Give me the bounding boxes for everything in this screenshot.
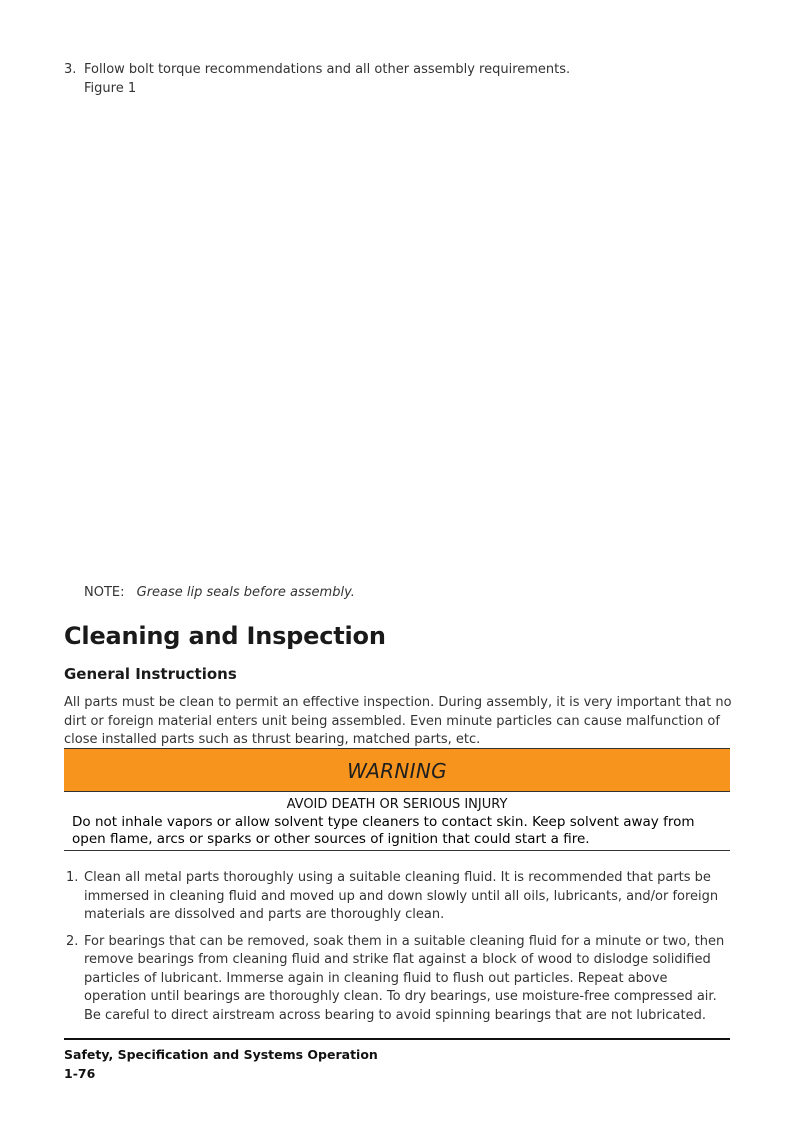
step-3-number: 3.: [64, 62, 77, 77]
subsection-title: General Instructions: [64, 665, 237, 683]
warning-title: WARNING: [347, 759, 447, 783]
intro-paragraph: All parts must be clean to permit an effective inspection. During assembly, it is very important that no dirt or foreign material enters unit being assembled. Even minute particles can cause malfunction of close installed parts such as thrust bearing, matched parts, etc.: [64, 695, 732, 747]
warning-text: Do not inhale vapors or allow solvent type cleaners to contact skin. Keep solvent away from open flame, arcs or sparks or other sources of ignition that could start a fire.: [72, 814, 695, 847]
footer-title: Safety, Specification and Systems Operation: [64, 1047, 378, 1062]
step-number: 2.: [66, 933, 79, 949]
list-item: [64, 869, 734, 925]
section-title: Cleaning and Inspection: [64, 622, 386, 650]
warning-banner: [64, 749, 730, 791]
warning-bottom-rule: [64, 850, 730, 851]
footer-rule: [64, 1038, 730, 1040]
note-text: Grease lip seals before assembly.: [136, 585, 355, 600]
warning-subtitle: AVOID DEATH OR SERIOUS INJURY: [286, 797, 508, 812]
cleaning-steps: [64, 869, 734, 1033]
note: [84, 585, 355, 600]
list-item: [64, 933, 734, 1026]
page-number: 1-76: [64, 1066, 96, 1081]
step-3-text: Follow bolt torque recommendations and all other assembly requirements.: [84, 62, 571, 77]
warning-divider: [64, 791, 730, 792]
figure-label: Figure 1: [84, 80, 137, 96]
step-number: 1.: [66, 870, 79, 885]
step-text: Clean all metal parts thoroughly using a suitable cleaning fluid. It is recommended that parts be immersed in cleaning fluid and moved up and down slowly until all oils, lubricants, and/or foreign materials are dissolved and parts are thoroughly clean.: [84, 870, 719, 922]
note-label: NOTE:: [84, 585, 125, 600]
step-text: For bearings that can be removed, soak them in a suitable cleaning fluid for a minute or two, then remove bearings from cleaning fluid and strike flat against a block of wood to dislodge solidified particles of lubricant. Immerse again in cleaning fluid to flush out particles. Repeat above operation until bearings are thoroughly clean. To dry bearings, use moisture-free compressed air. Be careful to direct airstream across bearing to avoid spinning bearings that are not lubricated.: [84, 933, 725, 1023]
